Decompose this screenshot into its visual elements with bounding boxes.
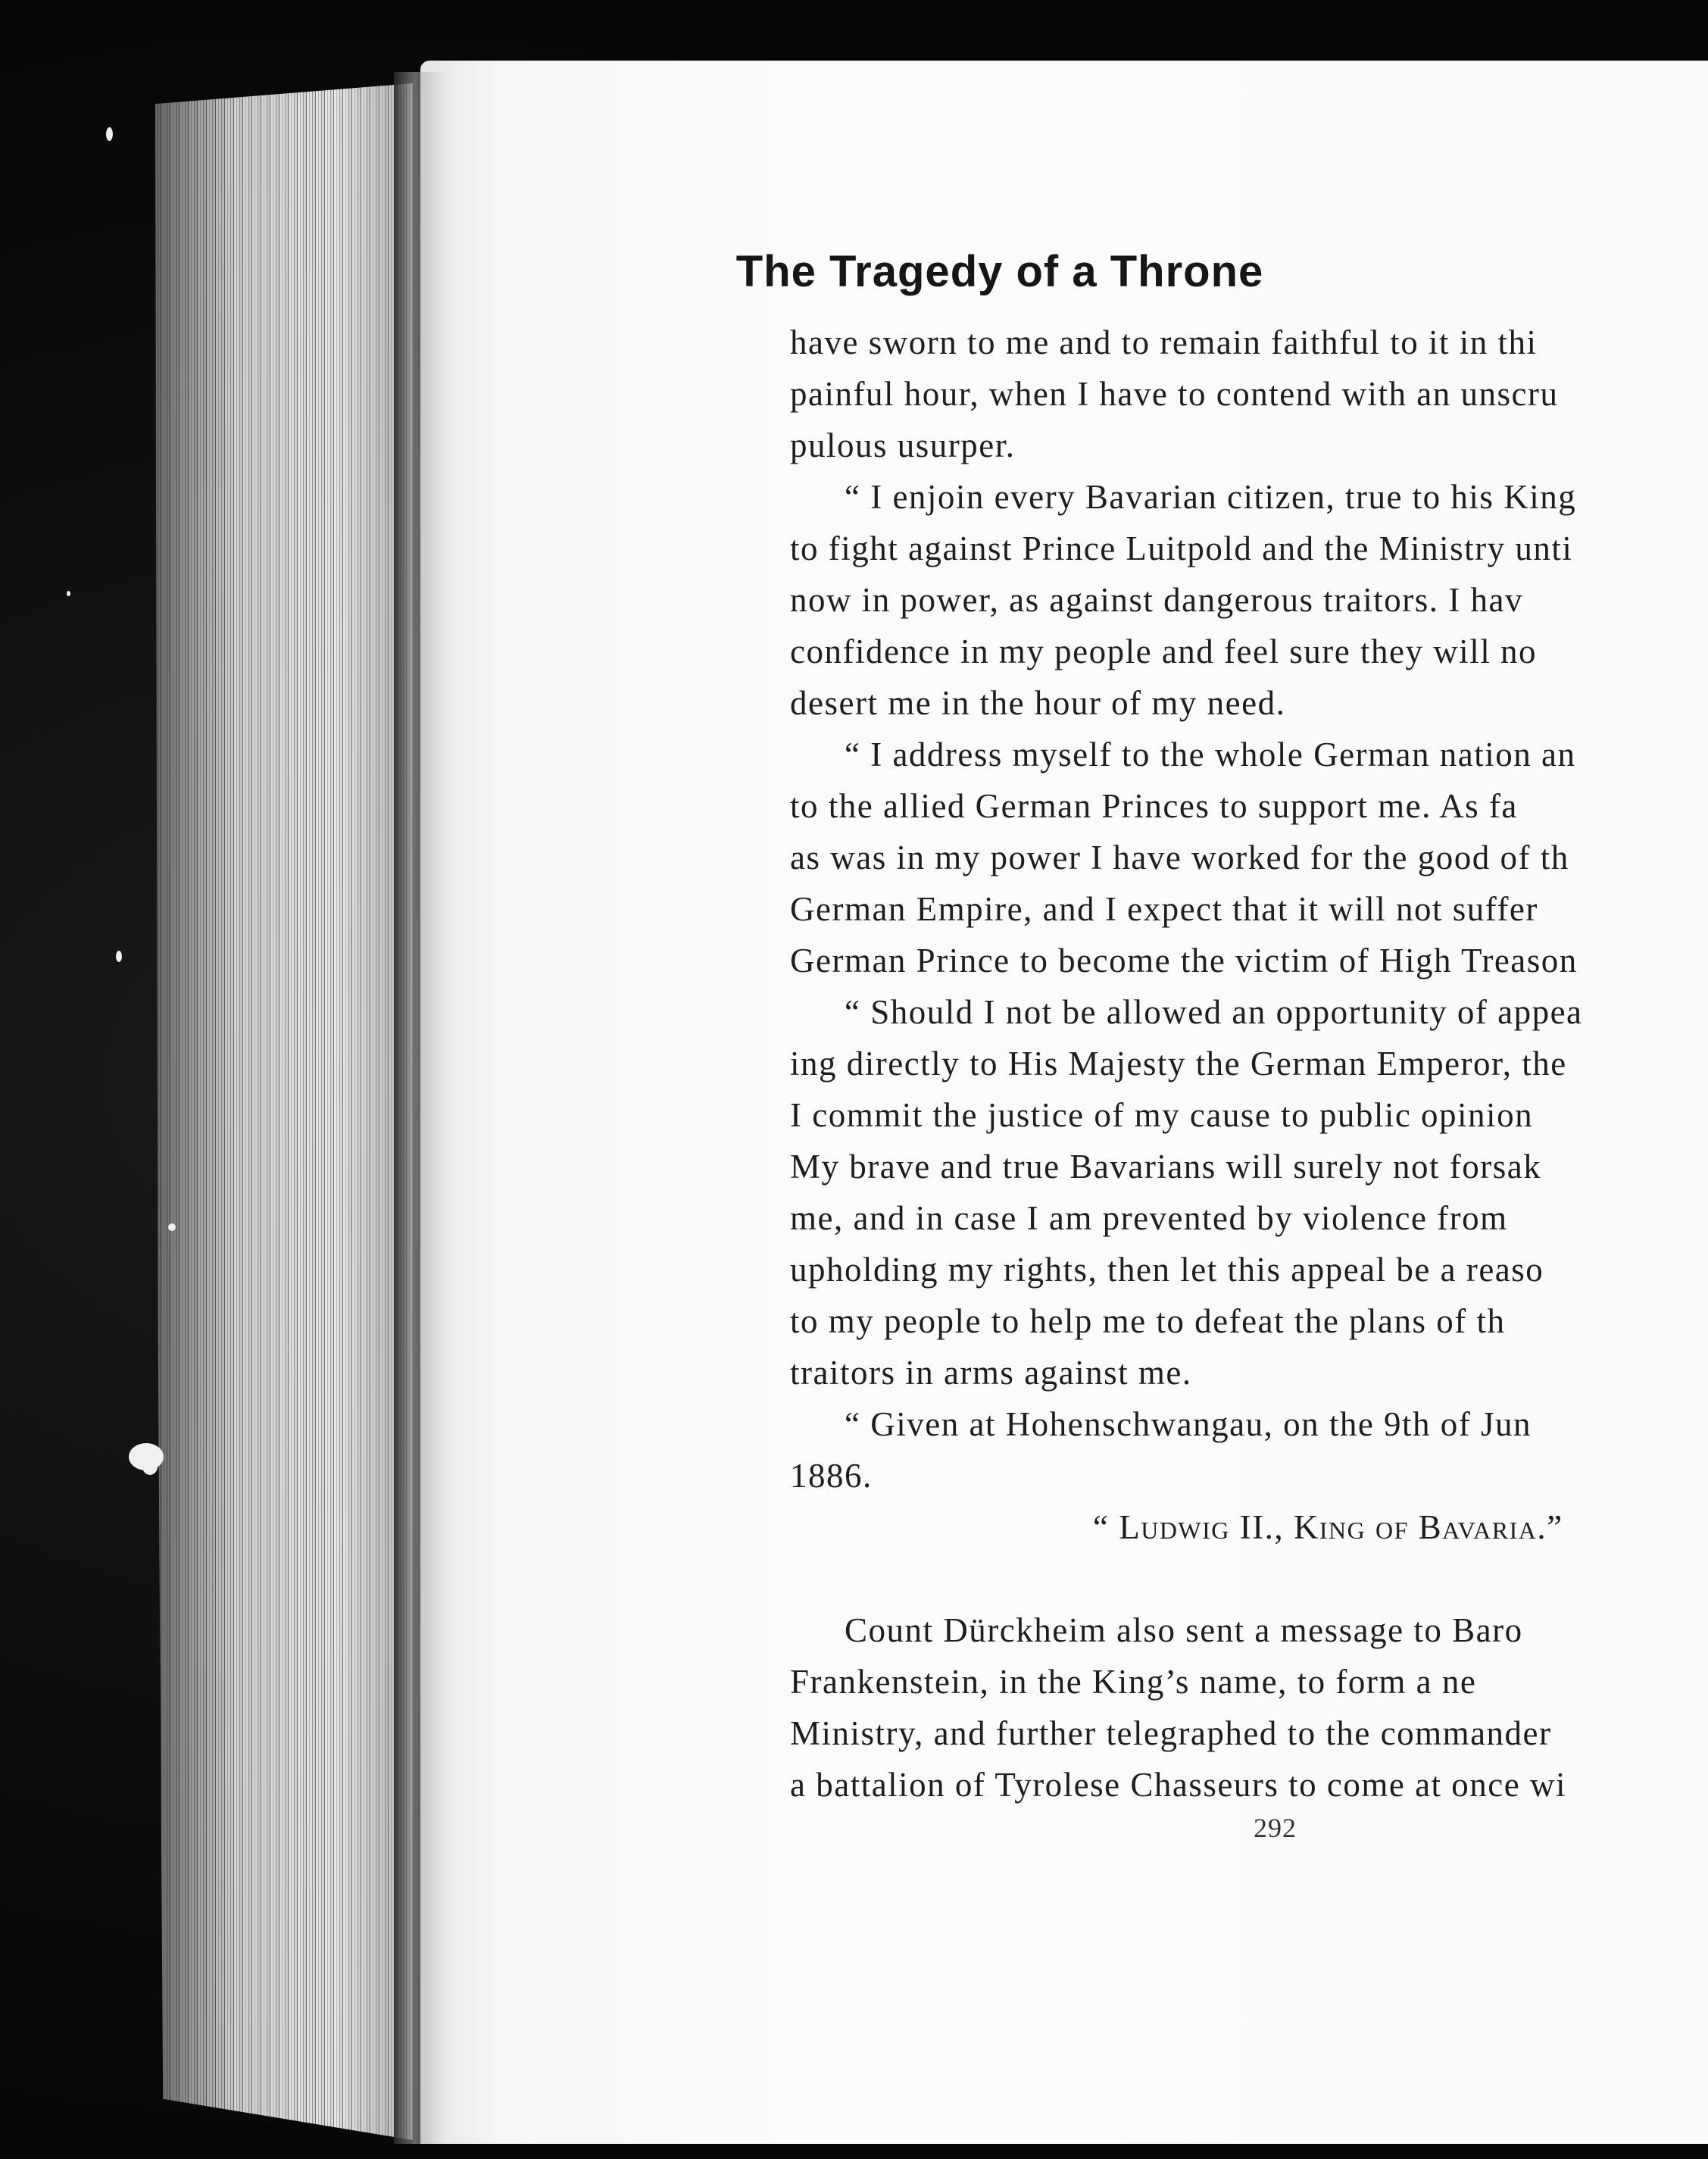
text-line: ing directly to His Majesty the German Emperor, the: [790, 1045, 1567, 1083]
text-line: “ I address myself to the whole German nation an: [845, 736, 1576, 773]
text-line: Frankenstein, in the King’s name, to form a ne: [790, 1663, 1477, 1701]
dust-speck: [67, 591, 70, 596]
text-line: to fight against Prince Luitpold and the Ministry unti: [790, 530, 1573, 567]
text-line: “ Should I not be allowed an opportunity of appea: [845, 993, 1583, 1031]
text-line: Ministry, and further telegraphed to the commander: [790, 1714, 1552, 1752]
text-line: I commit the justice of my cause to public opinion: [790, 1096, 1534, 1134]
book-page-edges: [155, 83, 413, 2140]
dust-speck: [106, 127, 113, 141]
text-line: German Prince to become the victim of High Treason: [790, 942, 1578, 980]
text-line: to the allied German Princes to support me. As fa: [790, 787, 1518, 825]
dust-speck: [142, 1458, 158, 1475]
signature: “ Ludwig II., King of Bavaria.”: [1093, 1508, 1563, 1546]
body-text: [790, 317, 1708, 1811]
dust-speck: [168, 1223, 176, 1231]
text-line: 1886.: [790, 1457, 873, 1495]
text-line: confidence in my people and feel sure they will no: [790, 633, 1537, 670]
text-line: traitors in arms against me.: [790, 1354, 1192, 1392]
gutter-shadow: [394, 72, 447, 2144]
text-line: me, and in case I am prevented by violence from: [790, 1199, 1508, 1237]
text-line: painful hour, when I have to contend with an unscru: [790, 375, 1559, 413]
text-line: as was in my power I have worked for the good of th: [790, 839, 1569, 876]
text-line: pulous usurper.: [790, 426, 1016, 464]
paragraph-gap: [790, 1553, 1708, 1604]
text-line: desert me in the hour of my need.: [790, 684, 1286, 722]
text-line: a battalion of Tyrolese Chasseurs to come at once wi: [790, 1766, 1566, 1804]
text-line: upholding my rights, then let this appeal be a reaso: [790, 1251, 1544, 1289]
page-number: 292: [1254, 1813, 1297, 1843]
text-line: have sworn to me and to remain faithful to it in thi: [790, 323, 1538, 361]
text-line: now in power, as against dangerous traitors. I hav: [790, 581, 1523, 619]
text-line: My brave and true Bavarians will surely not forsak: [790, 1148, 1542, 1186]
text-line: “ I enjoin every Bavarian citizen, true to his King: [845, 478, 1577, 516]
text-line: German Empire, and I expect that it will not suffer: [790, 890, 1538, 928]
text-line: to my people to help me to defeat the plans of th: [790, 1302, 1506, 1340]
dust-speck: [116, 951, 122, 962]
text-line: “ Given at Hohenschwangau, on the 9th of Jun: [845, 1405, 1532, 1443]
running-head: The Tragedy of a Throne: [735, 247, 1264, 296]
text-line: Count Dürckheim also sent a message to Baro: [845, 1611, 1523, 1649]
